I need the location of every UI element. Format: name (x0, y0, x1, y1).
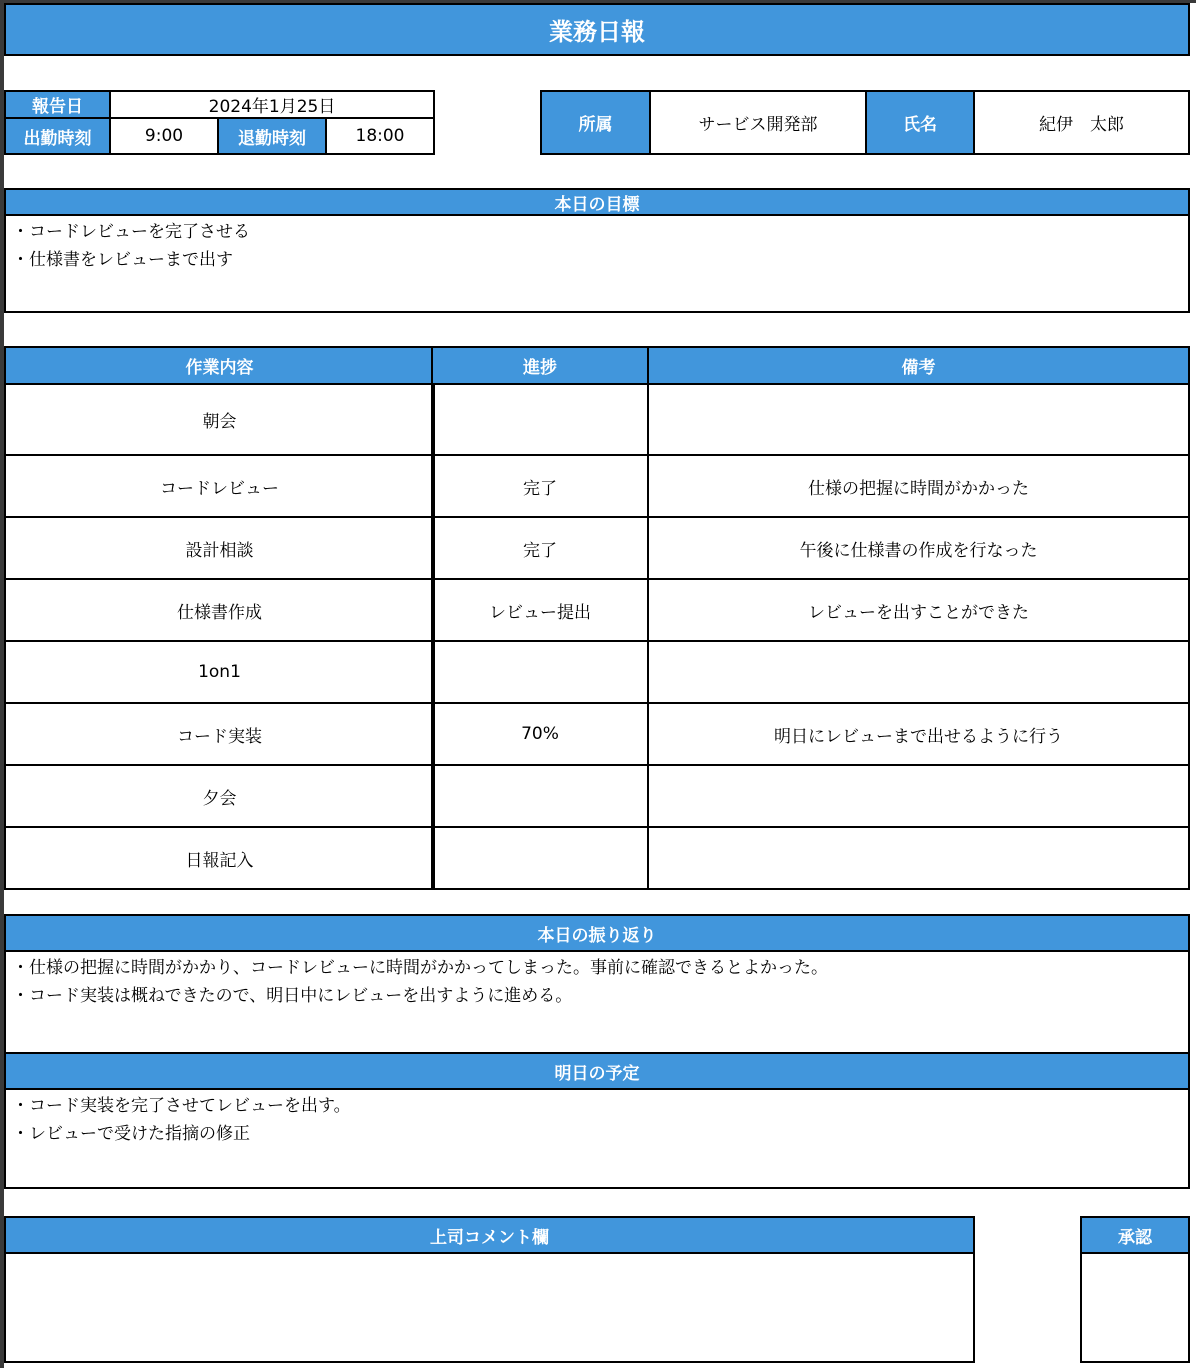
dept-label: 所属 (540, 90, 651, 155)
goal-line: ・仕様書をレビューまで出す (12, 250, 233, 270)
task-cell-note[interactable]: レビューを出すことができた (647, 578, 1190, 642)
task-cell-progress[interactable]: 完了 (431, 516, 649, 580)
report-date-value[interactable]: 2024年1月25日 (109, 90, 435, 119)
goal-header: 本日の目標 (4, 188, 1190, 216)
task-cell-progress[interactable] (431, 826, 649, 890)
start-time-value[interactable]: 9:00 (109, 117, 219, 155)
dept-value[interactable]: サービス開発部 (649, 90, 867, 155)
task-cell-task[interactable]: コードレビュー (4, 454, 435, 518)
end-time-value[interactable]: 18:00 (325, 117, 435, 155)
task-cell-progress[interactable] (431, 640, 649, 704)
task-cell-progress[interactable] (431, 764, 649, 828)
task-cell-task[interactable]: 朝会 (4, 383, 435, 456)
reflection-body[interactable] (4, 950, 1190, 1055)
reflection-line: ・コード実装は概ねできたので、明日中にレビューを出すように進める。 (12, 986, 573, 1006)
approval-stamp-area[interactable] (1080, 1252, 1190, 1363)
task-cell-task[interactable]: 夕会 (4, 764, 435, 828)
tasks-header-note: 備考 (647, 346, 1190, 385)
task-cell-task[interactable]: 1on1 (4, 640, 435, 704)
approval-header: 承認 (1080, 1216, 1190, 1254)
report-date-label: 報告日 (4, 90, 111, 119)
tomorrow-line: ・コード実装を完了させてレビューを出す。 (12, 1096, 351, 1116)
tomorrow-header: 明日の予定 (4, 1052, 1190, 1090)
tasks-header-task: 作業内容 (4, 346, 435, 385)
tomorrow-line: ・レビューで受けた指摘の修正 (12, 1124, 250, 1144)
start-time-label: 出勤時刻 (4, 117, 111, 155)
end-time-label: 退勤時刻 (217, 117, 327, 155)
task-cell-task[interactable]: 設計相談 (4, 516, 435, 580)
tasks-header-progress: 進捗 (431, 346, 649, 385)
page-title: 業務日報 (4, 3, 1190, 56)
task-cell-progress[interactable]: レビュー提出 (431, 578, 649, 642)
tomorrow-body[interactable] (4, 1088, 1190, 1189)
task-cell-progress[interactable]: 完了 (431, 454, 649, 518)
goal-body[interactable] (4, 214, 1190, 313)
task-cell-note[interactable] (647, 764, 1190, 828)
name-value[interactable]: 紀伊 太郎 (973, 90, 1190, 155)
task-cell-progress[interactable]: 70% (431, 702, 649, 766)
goal-line: ・コードレビューを完了させる (12, 222, 250, 242)
comment-header: 上司コメント欄 (4, 1216, 975, 1254)
task-cell-progress[interactable] (431, 383, 649, 456)
task-cell-task[interactable]: コード実装 (4, 702, 435, 766)
reflection-header: 本日の振り返り (4, 914, 1190, 952)
task-cell-note[interactable] (647, 826, 1190, 890)
task-cell-note[interactable] (647, 640, 1190, 704)
reflection-line: ・仕様の把握に時間がかかり、コードレビューに時間がかかってしまった。事前に確認できるとよかった。 (12, 958, 828, 978)
task-cell-task[interactable]: 日報記入 (4, 826, 435, 890)
task-cell-note[interactable]: 明日にレビューまで出せるように行う (647, 702, 1190, 766)
name-label: 氏名 (865, 90, 975, 155)
task-cell-note[interactable]: 午後に仕様書の作成を行なった (647, 516, 1190, 580)
task-cell-note[interactable] (647, 383, 1190, 456)
comment-body[interactable] (4, 1252, 975, 1363)
task-cell-note[interactable]: 仕様の把握に時間がかかった (647, 454, 1190, 518)
task-cell-task[interactable]: 仕様書作成 (4, 578, 435, 642)
